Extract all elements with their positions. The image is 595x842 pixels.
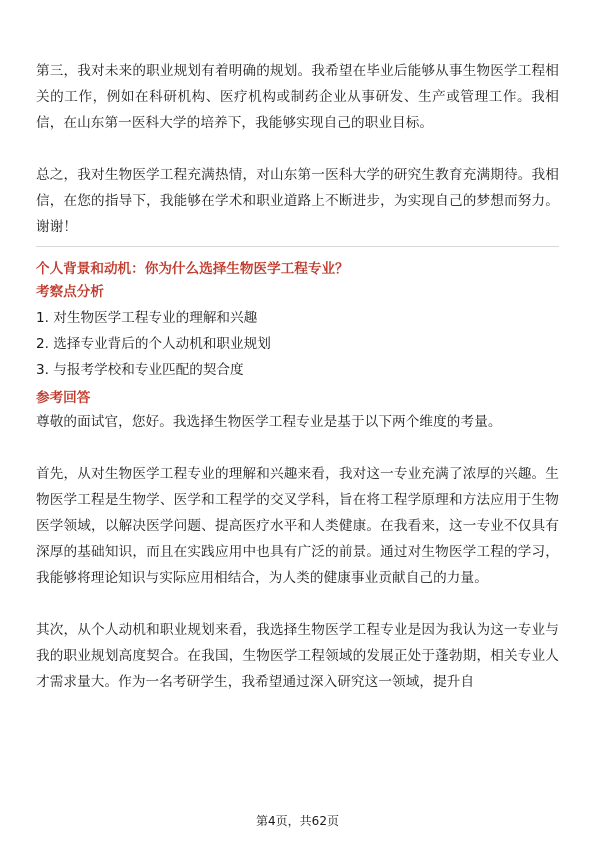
page-number-label: 第4页，共62页 [256,814,339,828]
section-divider [36,246,559,247]
answer-paragraph-3: 其次，从个人动机和职业规划来看，我选择生物医学工程专业是因为我认为这一专业与我的职业规划高度契合。在我国，生物医学工程领域的发展正处于蓬勃期，相关专业人才需求量大。作为一名考研学生，我希望通过深入研究这一领域，提升自 [36,622,559,690]
analysis-point: 2. 选择专业背后的个人动机和职业规划 [36,336,271,352]
analysis-heading: 考察点分析 [36,284,104,300]
answer-heading: 参考回答 [36,390,91,406]
page-content [36,58,559,695]
analysis-point: 1. 对生物医学工程专业的理解和兴趣 [36,310,258,326]
intro-paragraph-1: 第三，我对未来的职业规划有着明确的规划。我希望在毕业后能够从事生物医学工程相关的工作，例如在科研机构、医疗机构或制药企业从事研发、生产或管理工作。我相信，在山东第一医科大学的培养下，我能够实现自己的职业目标。 [36,63,559,131]
question-title: 个人背景和动机：你为什么选择生物医学工程专业？ [36,261,349,277]
answer-paragraph-2: 首先，从对生物医学工程专业的理解和兴趣来看，我对这一专业充满了浓厚的兴趣。生物医学工程是生物学、医学和工程学的交叉学科，旨在将工程学原理和方法应用于生物医学领域，以解决医学问题、提高医疗水平和人类健康。在我看来，这一专业不仅具有深厚的基础知识，而且在实践应用中也具有广泛的前景。通过对生物医学工程的学习，我能够将理论知识与实际应用相结合，为人类的健康事业贡献自己的力量。 [36,466,559,586]
answer-paragraph-1: 尊敬的面试官，您好。我选择生物医学工程专业是基于以下两个维度的考量。 [36,414,502,430]
analysis-point: 3. 与报考学校和专业匹配的契合度 [36,362,244,378]
page-footer [0,812,595,829]
analysis-points-list [36,305,559,383]
intro-paragraph-2: 总之，我对生物医学工程充满热情，对山东第一医科大学的研究生教育充满期待。我相信，在您的指导下，我能够在学术和职业道路上不断进步，为实现自己的梦想而努力。谢谢！ [36,167,559,235]
